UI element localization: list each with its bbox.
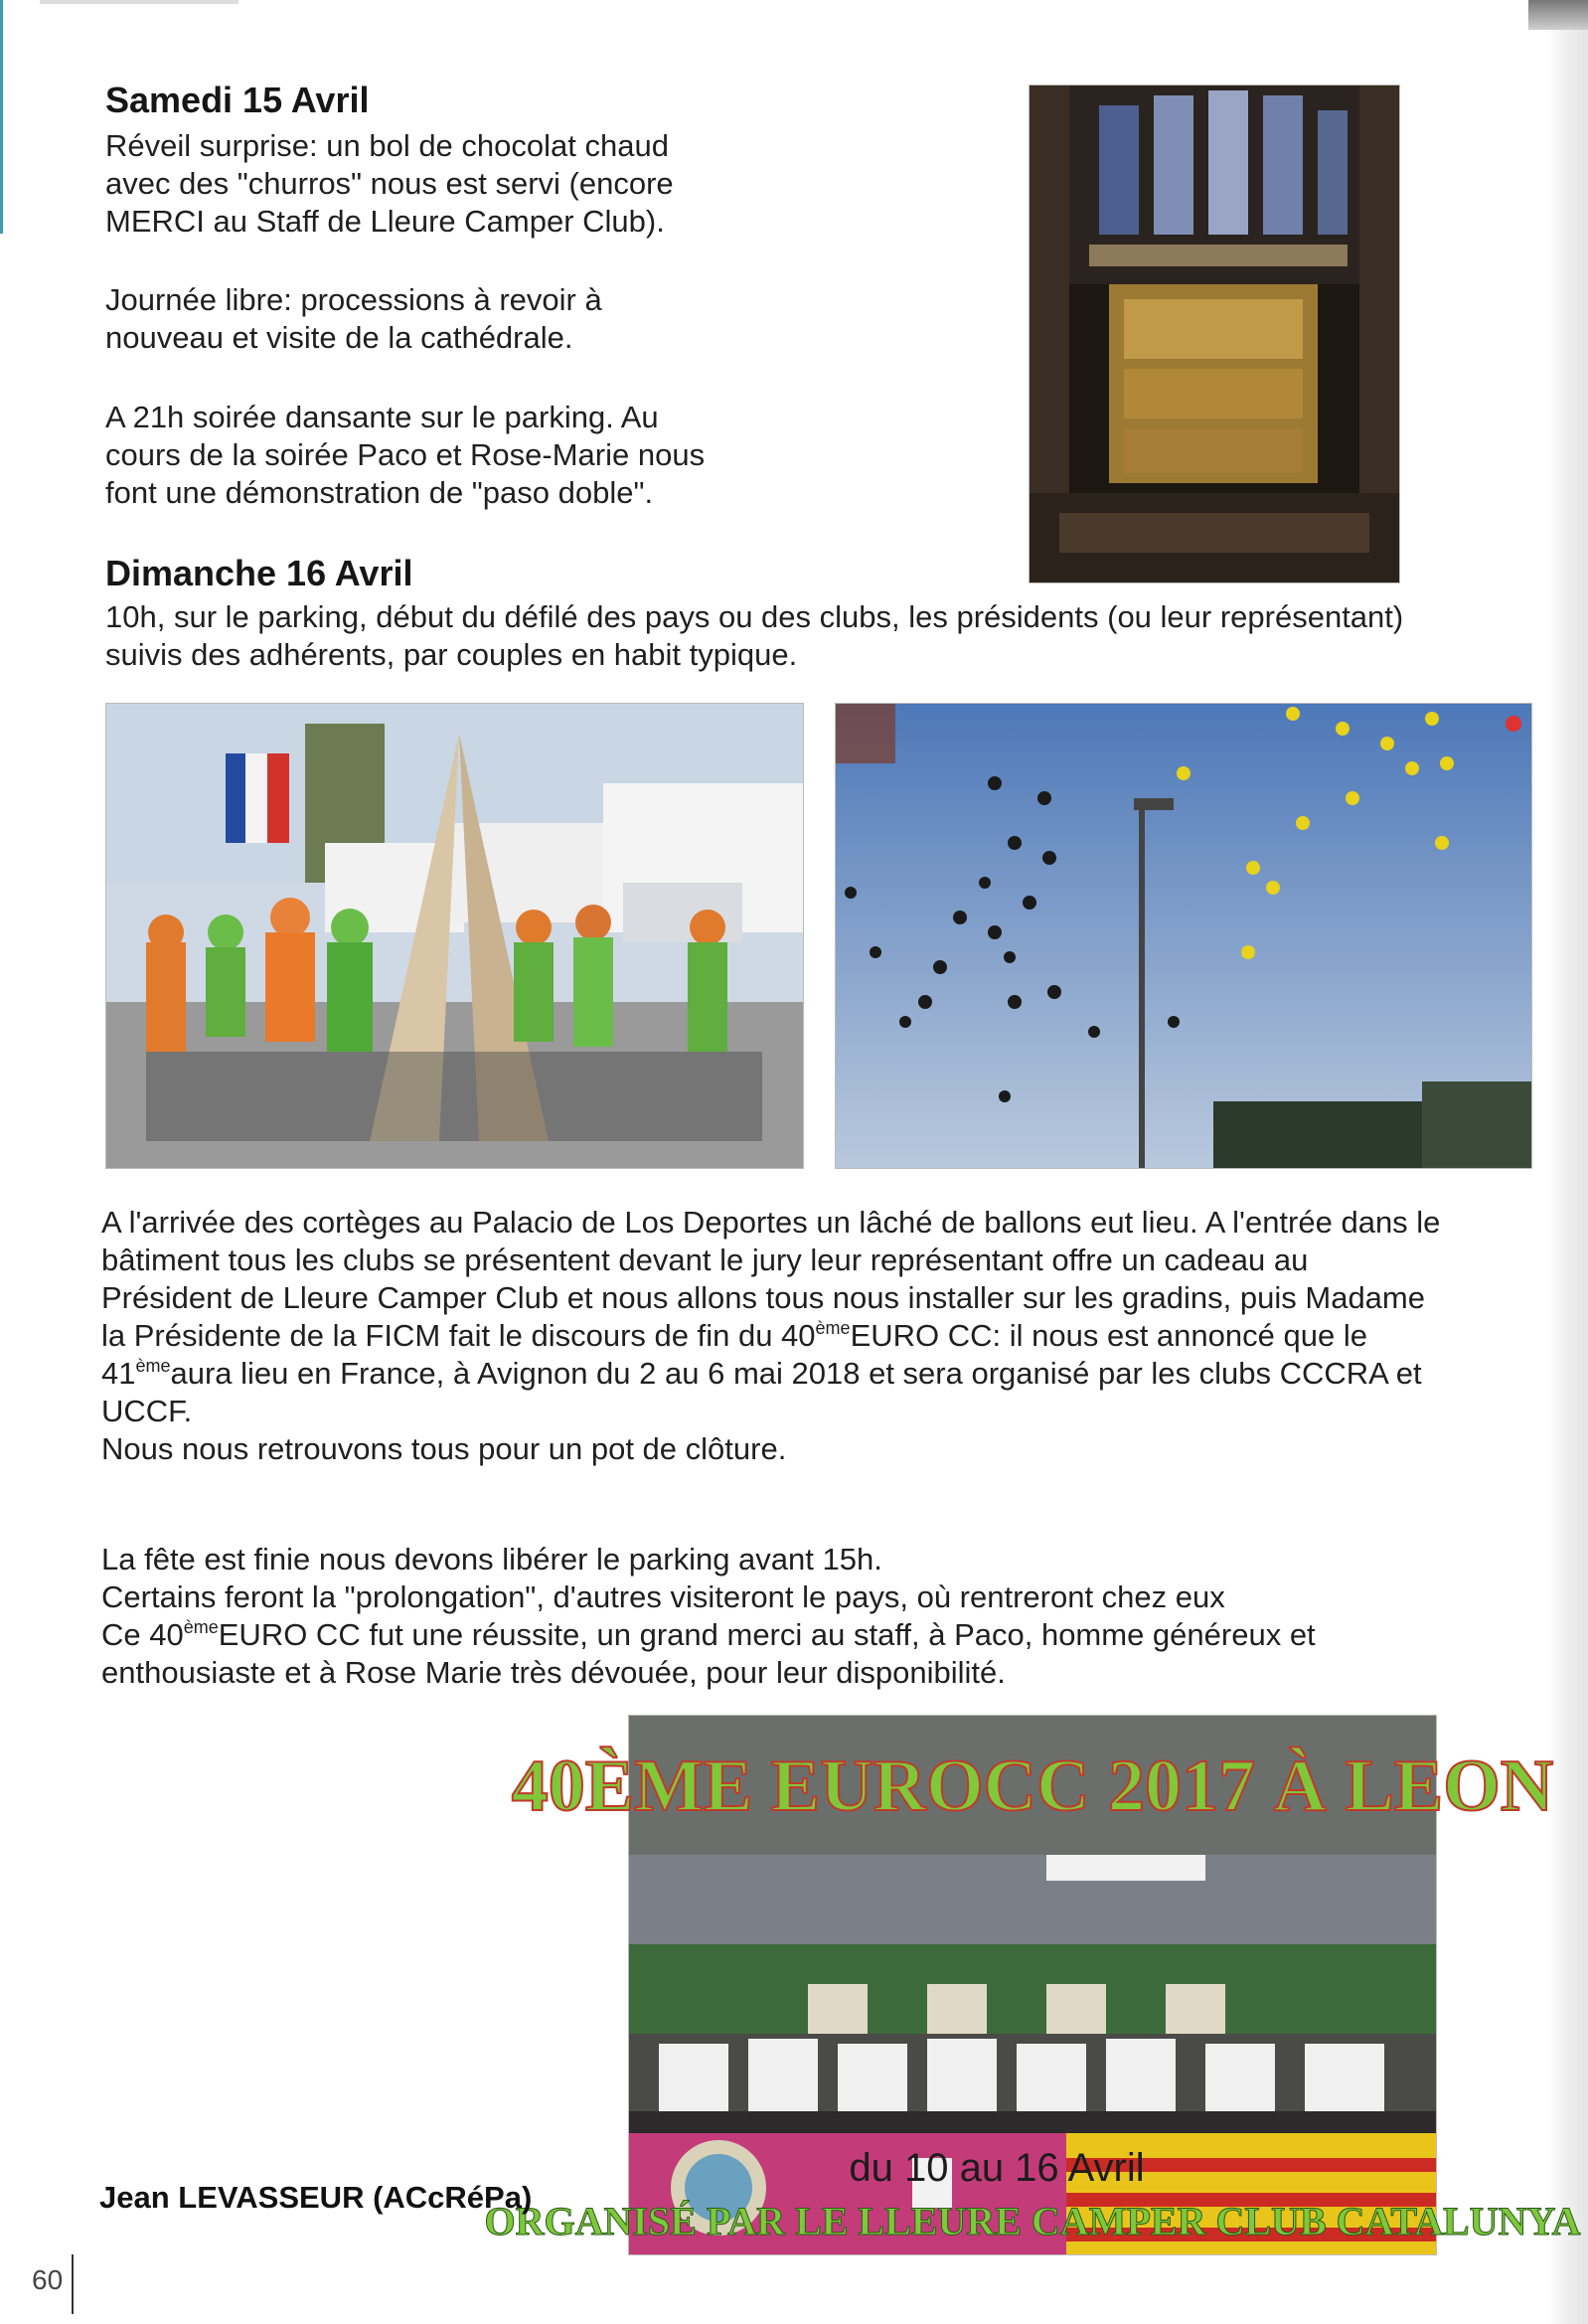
banner-date-text: du 10 au 16 Avril (849, 2146, 1145, 2190)
paragraph-fete-finie (101, 1541, 1542, 1692)
heading-dimanche: Dimanche 16 Avril (105, 553, 413, 593)
eurocc-banner-photo (484, 1715, 1581, 2255)
text-line: MERCI au Staff de Lleure Camper Club). (105, 204, 665, 239)
text-line: cours de la soirée Paco et Rose-Marie nous (105, 437, 706, 472)
banner-top-text: 40ÈME EUROCC 2017 À LEON (511, 1745, 1554, 1827)
text-part: Ce 40 (101, 1617, 184, 1652)
scan-corner-artifact (1528, 0, 1588, 30)
text-line: Journée libre: processions à revoir à (105, 282, 602, 317)
page-number: 60 (32, 2264, 64, 2295)
paragraph-defile (105, 598, 1546, 674)
text-line: Président de Lleure Camper Club et nous allons tous nous installer sur les gradins, puis Madame (101, 1280, 1425, 1315)
text-part: 41 (101, 1356, 136, 1391)
page-number-rule (72, 2254, 74, 2314)
heading-samedi: Samedi 15 Avril (105, 80, 370, 120)
scan-artifact (40, 0, 238, 4)
author-signature: Jean LEVASSEUR (ACcRéPa) (99, 2180, 533, 2215)
text-line: Nous nous retrouvons tous pour un pot de clôture. (101, 1431, 787, 1466)
paragraph-journee-libre (105, 281, 773, 357)
text-line: A l'arrivée des cortèges au Palacio de Los Deportes un lâché de ballons eut lieu. A l'entrée dans le (101, 1205, 1441, 1240)
text-line: UCCF. (101, 1394, 193, 1428)
superscript: ème (183, 1617, 219, 1637)
paragraph-soiree (105, 399, 773, 512)
text-line: La fête est finie nous devons libérer le parking avant 15h. (101, 1542, 882, 1577)
text-part: EURO CC fut une réussite, un grand merci au staff, à Paco, homme généreux et (218, 1617, 1316, 1652)
balloons-photo (835, 703, 1532, 1169)
page-binding-shadow (1548, 0, 1588, 2324)
text-line: font une démonstration de "paso doble". (105, 475, 654, 510)
banner-bottom-text: ORGANISÉ PAR LE LLEURE CAMPER CLUB CATALUNYA (484, 2199, 1581, 2243)
parade-photo (105, 703, 804, 1169)
text-line (101, 1616, 1542, 1654)
text-line: A 21h soirée dansante sur le parking. Au (105, 400, 659, 434)
superscript: ème (815, 1318, 851, 1338)
text-line (101, 1317, 1542, 1355)
text-part: aura lieu en France, à Avignon du 2 au 6 mai 2018 et sera organisé par les clubs CCCRA et (170, 1356, 1422, 1391)
text-line: avec des "churros" nous est servi (encore (105, 166, 674, 201)
paragraph-palacio (101, 1204, 1542, 1468)
text-part: EURO CC: il nous est annoncé que le (850, 1318, 1367, 1353)
page-edge-accent (0, 0, 3, 234)
paragraph-reveil (105, 127, 773, 241)
text-line (101, 1355, 1542, 1393)
text-line: enthousiaste et à Rose Marie très dévouée, pour leur disponibilité. (101, 1655, 1006, 1690)
text-line: nouveau et visite de la cathédrale. (105, 320, 573, 355)
text-line: 10h, sur le parking, début du défilé des pays ou des clubs, les présidents (ou leur représentant) (105, 599, 1404, 634)
text-line: Réveil surprise: un bol de chocolat chaud (105, 128, 669, 163)
text-part: la Présidente de la FICM fait le discours de fin du 40 (101, 1318, 816, 1353)
text-line: Certains feront la "prolongation", d'autres visiteront le pays, où rentreront chez eux (101, 1579, 1225, 1614)
cathedral-photo (1029, 84, 1400, 583)
superscript: ème (135, 1356, 171, 1376)
text-line: suivis des adhérents, par couples en habit typique. (105, 637, 798, 672)
text-line: bâtiment tous les clubs se présentent devant le jury leur représentant offre un cadeau au (101, 1243, 1309, 1277)
